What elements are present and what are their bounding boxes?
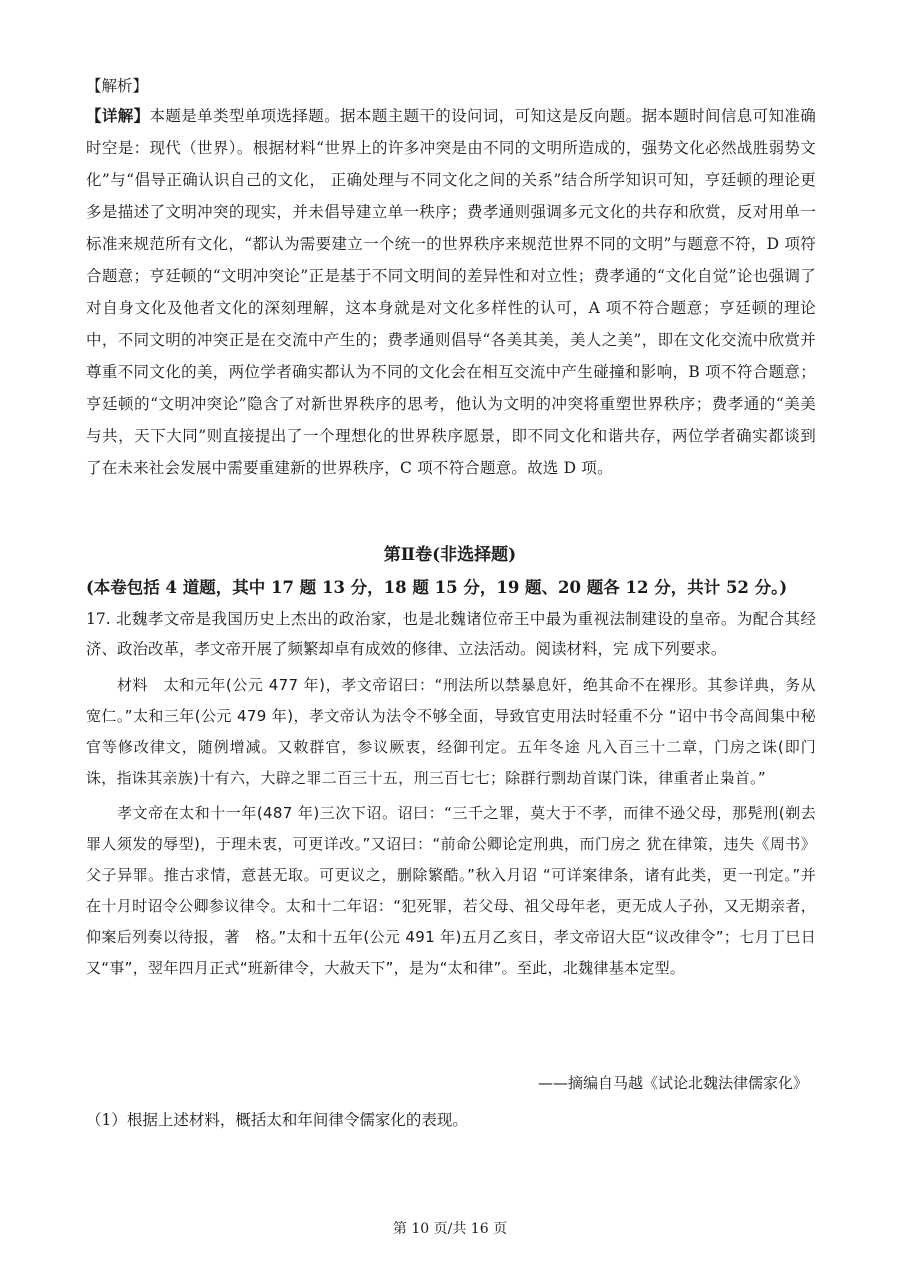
analysis-block [86, 74, 816, 484]
material-source: ——摘编自马越《试论北魏法律儒家化》 [537, 1074, 808, 1092]
question-17 [86, 604, 816, 984]
analysis-detail [86, 100, 816, 484]
analysis-label: 【解析】 [86, 77, 149, 95]
detail-tag: 【详解】 [86, 106, 150, 125]
sub-question-1: （1）根据上述材料，概括太和年间律令儒家化的表现。 [86, 1111, 468, 1129]
section-note: (本卷包括 4 道题，其中 17 题 13 分，18 题 15 分，19 题、20 题各 12 分，共计 52 分。) [86, 578, 788, 597]
question-stem: 17. 北魏孝文帝是我国历史上杰出的政治家，也是北魏诸位帝王中最为重视法制建设的皇帝。为配合其经济、政治改革，孝文帝开展了频繁却卓有成效的修律、立法活动。阅读材料，完 成下列要求。 [86, 610, 816, 658]
material-paragraph-1: 材料 太和元年(公元 477 年)，孝文帝诏曰：“刑法所以禁暴息奸，绝其命不在裸形。其参详典，务从宽仁。”太和三年(公元 479 年)，孝文帝认为法令不够全面，导致官吏用法时轻重不分 “诏中书令高闾集中秘官等修改律文，随例增减。又敕群官，参议厥衷，经御刊定。五年冬途 凡入百三十二章，门房之诛(即门诛，指诛其亲族)十有六，大辟之罪二百三十五，刑三百七七；除群行剽劫首谋门诛，律重者止枭首。” [86, 676, 816, 787]
section-title: 第Ⅱ卷(非选择题) [383, 545, 517, 565]
page-footer: 第 10 页/共 16 页 [392, 1221, 508, 1237]
detail-text: 本题是单类型单项选择题。据本题主题干的设问词，可知这是反向题。据本题时间信息可知准确时空是：现代（世界）。根据材料“世界上的许多冲突是由不同的文明所造成的，强势文化必然战胜弱势文化”与“倡导正确认识自己的文化， 正确处理与不同文化之间的关系”结合所学知识可知，亨廷顿的理论更多是描述了文明冲突的现实，并未倡导建立单一秩序；费孝通则强调多元文化的共存和欣赏，反对用单一标准来规范所有文化，“都认为需要建立一个统一的世界秩序来规范世界不同的文明”与题意不符，D 项符合题意；亨廷顿的“文明冲突论”正是基于不同文明间的差异性和对立性；费孝通的“文化自觉”论也强调了对自身文化及他者文化的深刻理解，这本身就是对文化多样性的认可，A 项不符合题意；亨廷顿的理论中，不同文明的冲突正是在交流中产生的；费孝通则倡导“各美其美，美人之美”，即在文化交流中欣赏并尊重不同文化的美，两位学者确实都认为不同的文化会在相互交流中产生碰撞和影响，B 项不符合题意；亨廷顿的“文明冲突论”隐含了对新世界秩序的思考，他认为文明的冲突将重塑世界秩序；费孝通的“美美与共，天下大同”则直接提出了一个理想化的世界秩序愿景，即不同文化和谐共存，两位学者确实都谈到了在未来社会发展中需要重建新的世界秩序，C 项不符合题意。故选 D 项。 [86, 107, 816, 477]
material-paragraph-2: 孝文帝在太和十一年(487 年)三次下诏。诏曰：“三千之罪，莫大于不孝，而律不逊父母，那髡刑(剃去罪人须发的辱型)，于理未衷，可更详改。”又诏曰：“前命公卿论定刑典，而门房之 犹在律策，违失《周书》父子异罪。推古求情，意甚无取。可更议之，删除繁酷。”秋入月诏 “可详案律条，诸有此类，更一刊定。”并在十月时诏令公卿参议律令。太和十二年诏：“犯死罪，若父母、祖父母年老，更无成人子孙，又无期亲者，仰案后列奏以待报，著 格。”太和十五年(公元 491 年)五月乙亥日，孝文帝诏大臣“议改律令”；七月丁巳日又“事”，翌年四月正式“班新律令，大赦天下”，是为“太和律”。至此，北魏律基本定型。 [86, 804, 816, 977]
